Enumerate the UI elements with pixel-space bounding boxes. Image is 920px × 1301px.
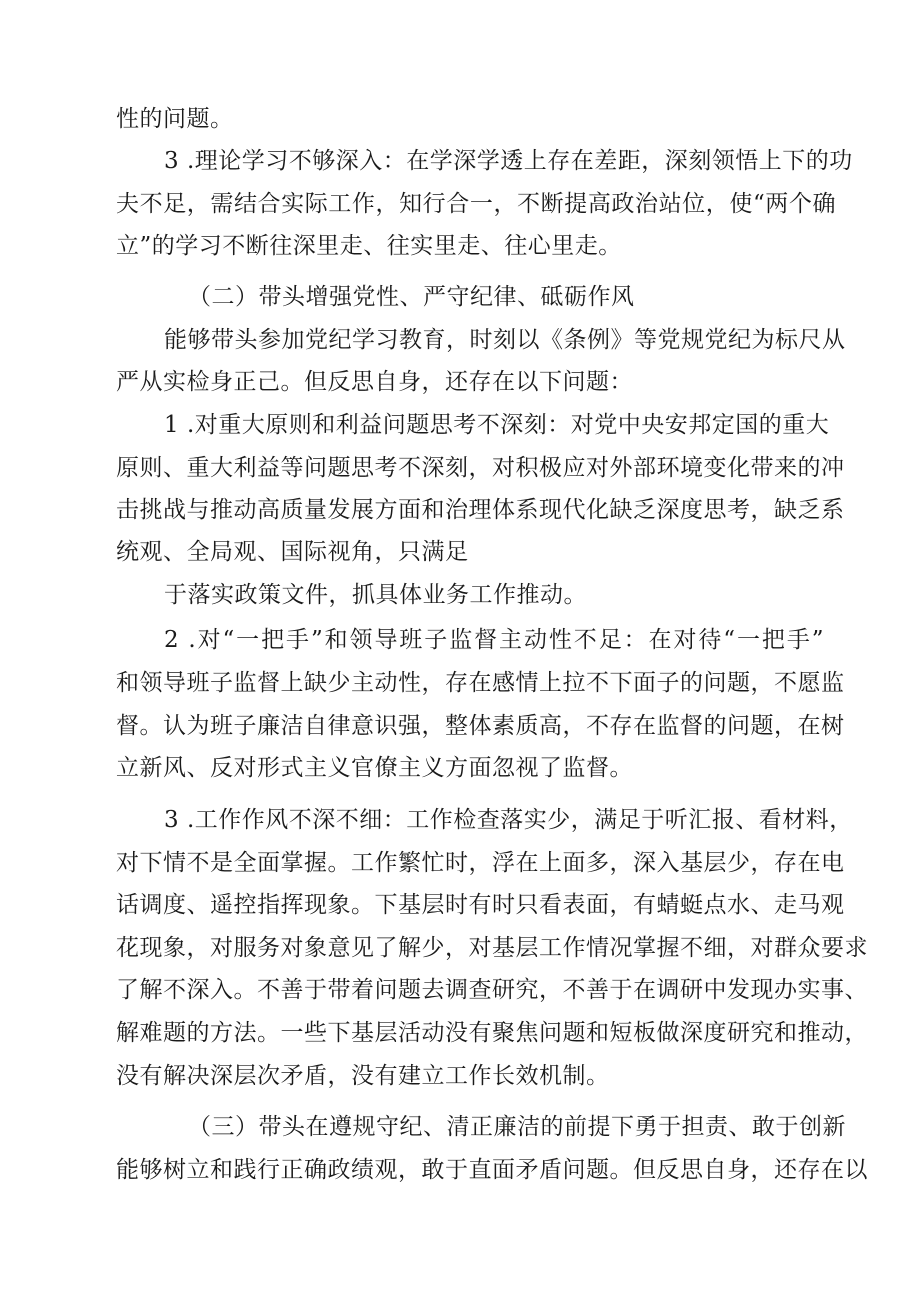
- section-heading: （二）带头增强党性、严守纪律、砥砺作风: [188, 284, 635, 310]
- text-line: 击挑战与推动高质量发展方面和治理体系现代化缺乏深度思考，缺乏系: [116, 497, 845, 523]
- text-line: 于落实政策文件，抓具体业务工作推动。: [164, 582, 587, 608]
- text-line: 性的问题。: [116, 106, 234, 132]
- text-line: 夫不足，需结合实际工作，知行合一，不断提高政治站位，使“两个确: [116, 191, 836, 217]
- text-line: 花现象，对服务对象意见了解少，对基层工作情况掌握不细，对群众要求: [116, 935, 868, 961]
- text-line: 原则、重大利益等问题思考不深刻，对积极应对外部环境变化带来的冲: [116, 455, 845, 481]
- text-line: 立新风、反对形式主义官僚主义方面忽视了监督。: [116, 755, 633, 781]
- text-line: 能够树立和践行正确政绩观，敢于直面矛盾问题。但反思自身，还存在以: [116, 1157, 868, 1183]
- text-line: 立”的学习不断往深里走、往实里走、往心里走。: [116, 233, 622, 259]
- text-line: 1 .对重大原则和利益问题思考不深刻：对党中央安邦定国的重大: [164, 412, 830, 438]
- text-line: 对下情不是全面掌握。工作繁忙时，浮在上面多，深入基层少，存在电: [116, 850, 845, 876]
- text-line: 统观、全局观、国际视角，只满足: [116, 539, 469, 565]
- text-line: 了解不深入。不善于带着问题去调查研究，不善于在调研中发现办实事、: [116, 977, 868, 1003]
- text-line: 没有解决深层次矛盾，没有建立工作长效机制。: [116, 1063, 610, 1089]
- text-line: 话调度、遥控指挥现象。下基层时有时只看表面，有蜻蜓点水、走马观: [116, 892, 845, 918]
- text-line: 3 .理论学习不够深入：在学深学透上存在差距，深刻领悟上下的功: [164, 148, 853, 174]
- text-line: 3 .工作作风不深不细：工作检查落实少，满足于听汇报、看材料，: [164, 807, 853, 833]
- text-line: 2 .对“一把手”和领导班子监督主动性不足：在对待“一把手”: [164, 627, 824, 653]
- text-line: 解难题的方法。一些下基层活动没有聚焦问题和短板做深度研究和推动，: [116, 1020, 868, 1046]
- text-line: 能够带头参加党纪学习教育，时刻以《条例》等党规党纪为标尺从: [164, 327, 846, 353]
- text-line: 严从实检身正己。但反思自身，还存在以下问题：: [116, 369, 633, 395]
- section-heading: （三）带头在遵规守纪、清正廉洁的前提下勇于担责、敢于创新: [188, 1114, 846, 1140]
- text-line: 督。认为班子廉洁自律意识强，整体素质高，不存在监督的问题，在树: [116, 713, 845, 739]
- text-line: 和领导班子监督上缺少主动性，存在感情上拉不下面子的问题，不愿监: [116, 670, 845, 696]
